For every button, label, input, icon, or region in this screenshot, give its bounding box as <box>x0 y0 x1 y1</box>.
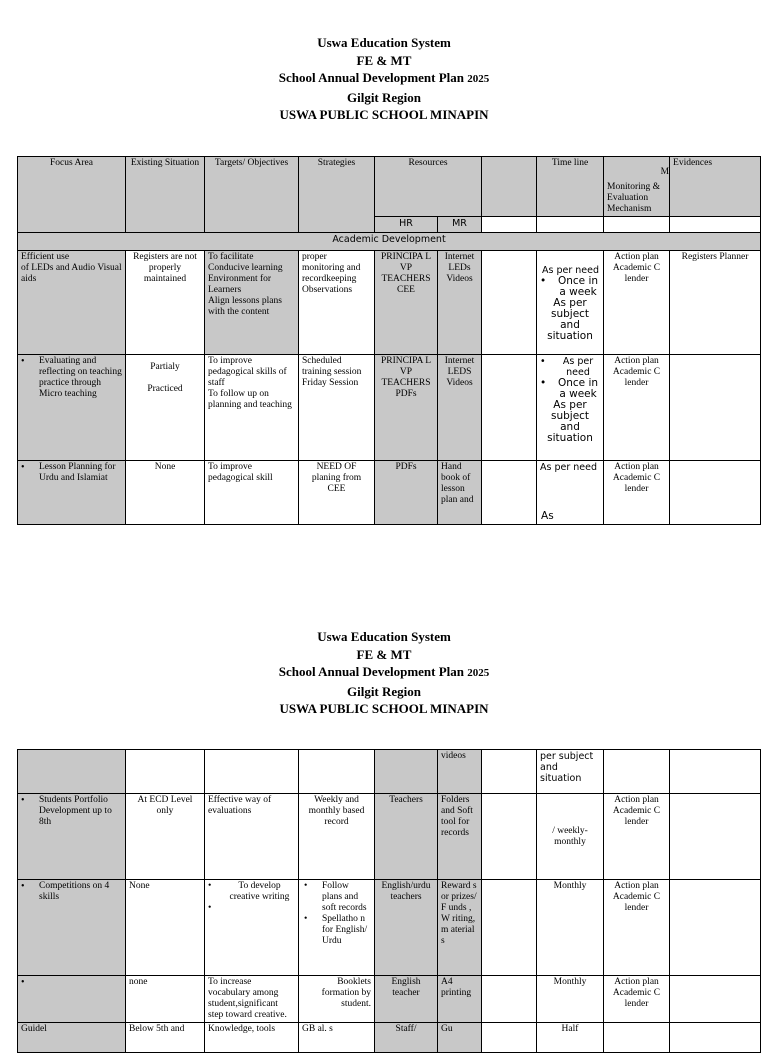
existing-cell: Registers are not properly maintained <box>126 251 205 355</box>
existing-cell: Partialy Practiced <box>126 355 205 461</box>
header-plan-title: School Annual Development Plan 2025 <box>278 664 490 680</box>
mr-cell: Folders and Soft tool for records <box>438 794 482 880</box>
section-academic-development: Academic Development <box>18 233 761 251</box>
targets-cell: To facilitate Conducive learning Environment for Learners Align lessons plans with the content <box>205 251 299 355</box>
targets-cell: To improve pedagogical skill <box>205 461 299 525</box>
table-row <box>18 880 761 976</box>
timeline-cell: Monthly <box>537 880 604 976</box>
monitoring-mark: M <box>660 167 670 177</box>
hr-cell: English/urdu teachers <box>375 880 438 976</box>
header-school: USWA PUBLIC SCHOOL MINAPIN <box>279 107 489 123</box>
existing-cell: None <box>126 461 205 525</box>
targets-cell: • To develop creative writing • <box>205 880 299 976</box>
col-focus-area: Focus Area <box>18 157 126 233</box>
hr-cell: Staff/ <box>375 1023 438 1053</box>
targets-cell: Knowledge, tools <box>205 1023 299 1053</box>
mr-cell: Gu <box>438 1023 482 1053</box>
mr-cell: A4 printing <box>438 976 482 1023</box>
mr-cell: Internet LEDS Videos <box>438 355 482 461</box>
focus-cell: • Students Portfolio Development up to 8th <box>18 794 126 880</box>
hr-cell: PRINCIPA L VP TEACHERS CEE <box>375 251 438 355</box>
header-region: Gilgit Region <box>346 89 422 105</box>
table-row <box>18 461 761 525</box>
timeline-cell: As per need As <box>537 461 604 525</box>
header-region: Gilgit Region <box>346 683 422 699</box>
plan-table-2 <box>17 749 761 1053</box>
header-department: FE & MT <box>356 646 412 662</box>
table-row <box>18 750 761 794</box>
sub-hr: HR <box>375 217 438 233</box>
table-row <box>18 355 761 461</box>
table-row <box>18 251 761 355</box>
mr-cell: Hand book of lesson plan and <box>438 461 482 525</box>
timeline-cell: Half <box>537 1023 604 1053</box>
mr-cell: videos <box>438 750 482 794</box>
timeline-cell: per subject and situation <box>537 750 604 794</box>
col-existing-situation: Existing Situation <box>126 157 205 233</box>
existing-cell: none <box>126 976 205 1023</box>
evidences-cell <box>670 794 761 880</box>
col-targets: Targets/ Objectives <box>205 157 299 233</box>
targets-cell: To improve pedagogical skills of staff To follow up on planning and teaching <box>205 355 299 461</box>
evidences-cell <box>670 976 761 1023</box>
focus-cell: Efficient use of LEDs and Audio Visual aids <box>18 251 126 355</box>
col-blank <box>482 157 537 217</box>
existing-cell: None <box>126 880 205 976</box>
strategies-cell: Scheduled training session Friday Session <box>299 355 375 461</box>
monitoring-cell: Action plan Academic C lender <box>604 355 670 461</box>
strategies-cell: Weekly and monthly based record <box>299 794 375 880</box>
timeline-cell: Monthly <box>537 976 604 1023</box>
col-evidences: Evidences <box>670 157 761 217</box>
table-row <box>18 976 761 1023</box>
col-strategies: Strategies <box>299 157 375 233</box>
strategies-cell: Booklets formation by student. <box>299 976 375 1023</box>
strategies-cell: • Follow plans and soft records • Spellatho n for English/ Urdu <box>299 880 375 976</box>
page2-header <box>0 628 768 718</box>
table-header-row <box>18 157 761 217</box>
col-monitoring: M Monitoring & Evaluation Mechanism <box>604 157 670 217</box>
monitoring-cell: Action plan Academic C lender <box>604 251 670 355</box>
header-school: USWA PUBLIC SCHOOL MINAPIN <box>279 701 489 717</box>
evidences-cell: Registers Planner <box>670 251 761 355</box>
evidences-cell <box>670 461 761 525</box>
header-org: Uswa Education System <box>317 35 451 50</box>
header-department: FE & MT <box>356 52 412 68</box>
hr-cell: English teacher <box>375 976 438 1023</box>
hr-cell: PDFs <box>375 461 438 525</box>
page1-header <box>0 34 768 124</box>
existing-cell: At ECD Level only <box>126 794 205 880</box>
strategies-cell: NEED OF planing from CEE <box>299 461 375 525</box>
strategies-cell: proper monitoring and recordkeeping Observations <box>299 251 375 355</box>
timeline-cell: • As per need • Once in a week As per subject and situation <box>537 355 604 461</box>
hr-cell: PRINCIPA L VP TEACHERS PDFs <box>375 355 438 461</box>
col-resources: Resources <box>375 157 482 217</box>
header-org: Uswa Education System <box>317 629 451 644</box>
table-row <box>18 1023 761 1053</box>
section-banner-row <box>18 233 761 251</box>
timeline-cell: As per need • Once in a week As per subject and situation <box>537 251 604 355</box>
mr-cell: Reward s or prizes/F unds ,W riting,m aterials <box>438 880 482 976</box>
monitoring-cell: Action plan Academic C lender <box>604 794 670 880</box>
evidences-cell <box>670 355 761 461</box>
monitoring-cell: Action plan Academic C lender <box>604 461 670 525</box>
col-timeline: Time line <box>537 157 604 217</box>
timeline-cell: / weekly- monthly <box>537 794 604 880</box>
monitoring-cell: Action plan Academic C lender <box>604 880 670 976</box>
mr-cell: Internet LEDs Videos <box>438 251 482 355</box>
focus-cell: Guidel <box>18 1023 126 1053</box>
table-row <box>18 794 761 880</box>
focus-cell: • Evaluating and reflecting on teaching practice through Micro teaching <box>18 355 126 461</box>
focus-cell: • Competitions on 4 skills <box>18 880 126 976</box>
targets-cell: To increase vocabulary among student,significant step toward creative. <box>205 976 299 1023</box>
focus-cell: • Lesson Planning for Urdu and Islamiat <box>18 461 126 525</box>
sub-mr: MR <box>438 217 482 233</box>
monitoring-cell: Action plan Academic C lender <box>604 976 670 1023</box>
existing-cell: Below 5th and <box>126 1023 205 1053</box>
focus-cell: • <box>18 976 126 1023</box>
hr-cell: Teachers <box>375 794 438 880</box>
evidences-cell <box>670 880 761 976</box>
strategies-cell: GB al. s <box>299 1023 375 1053</box>
header-plan-title: School Annual Development Plan 2025 <box>278 70 490 86</box>
targets-cell: Effective way of evaluations <box>205 794 299 880</box>
plan-table-1 <box>17 156 761 525</box>
evidences-cell <box>670 1023 761 1053</box>
monitoring-cell <box>604 1023 670 1053</box>
